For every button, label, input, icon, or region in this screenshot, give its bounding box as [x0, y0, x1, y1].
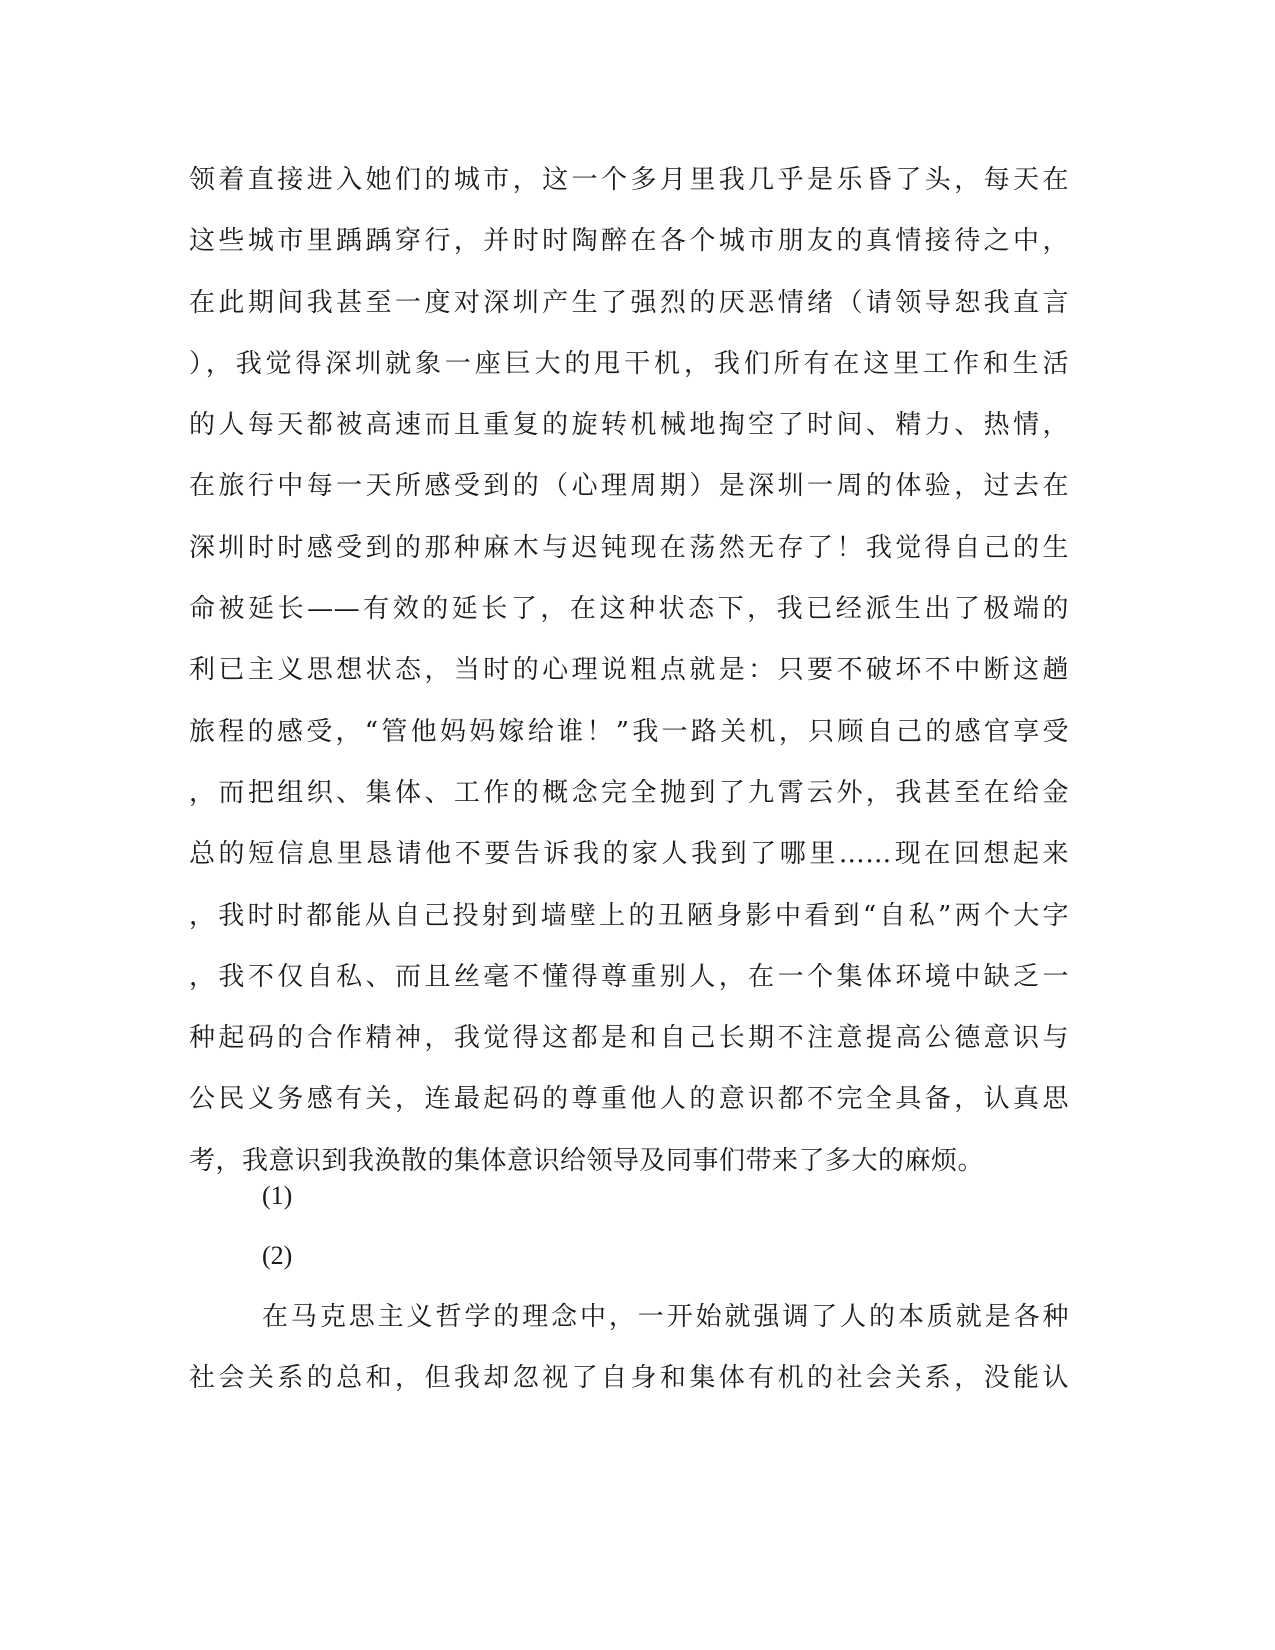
text-line: 旅程的感受，“管他妈妈嫁给谁！”我一路关机，只顾自己的感官享受 [189, 716, 1069, 747]
text-line: 在此期间我甚至一度对深圳产生了强烈的厌恶情绪（请领导恕我直言 [189, 287, 1069, 318]
text-line: ，而把组织、集体、工作的概念完全抛到了九霄云外，我甚至在给金 [189, 777, 1069, 808]
list-item-1: (1) [262, 1181, 293, 1210]
text-line: 这些城市里踽踽穿行，并时时陶醉在各个城市朋友的真情接待之中， [189, 226, 1069, 257]
text-line: 社会关系的总和，但我却忽视了自身和集体有机的社会关系，没能认 [189, 1363, 1069, 1394]
text-line: 利已主义思想状态，当时的心理说粗点就是：只要不破坏不中断这趟 [189, 655, 1069, 686]
text-line: 总的短信息里恳请他不要告诉我的家人我到了哪里……现在回想起来 [189, 839, 1069, 870]
text-line: 公民义务感有关，连最起码的尊重他人的意识都不完全具备，认真思 [189, 1084, 1069, 1115]
text-line: 种起码的合作精神，我觉得这都是和自己长期不注意提高公德意识与 [189, 1023, 1069, 1054]
text-line: 领着直接进入她们的城市，这一个多月里我几乎是乐昏了头，每天在 [189, 165, 1069, 195]
text-line: 的人每天都被高速而且重复的旋转机械地掏空了时间、精力、热情， [189, 410, 1069, 441]
text-line: 命被延长——有效的延长了，在这种状态下，我已经派生出了极端的 [189, 594, 1069, 625]
text-line: 在马克思主义哲学的理念中，一开始就强调了人的本质就是各种 [262, 1302, 1069, 1332]
text-line: 深圳时时感受到的那种麻木与迟钝现在荡然无存了！我觉得自己的生 [189, 532, 1069, 563]
text-line: 在旅行中每一天所感受到的（心理周期）是深圳一周的体验，过去在 [189, 471, 1069, 502]
body-paragraph-2 [189, 1287, 1069, 1410]
text-line: ，我时时都能从自己投射到墙壁上的丑陋身影中看到“自私”两个大字 [189, 900, 1069, 931]
body-paragraph-1 [189, 150, 1069, 1192]
text-line: ），我觉得深圳就象一座巨大的甩干机，我们所有在这里工作和生活 [189, 348, 1069, 379]
text-line: 考，我意识到我涣散的集体意识给领导及同事们带来了多大的麻烦。 [189, 1145, 985, 1176]
text-line: ，我不仅自私、而且丝毫不懂得尊重别人，在一个集体环境中缺乏一 [189, 961, 1069, 992]
list-item-2: (2) [262, 1241, 293, 1270]
